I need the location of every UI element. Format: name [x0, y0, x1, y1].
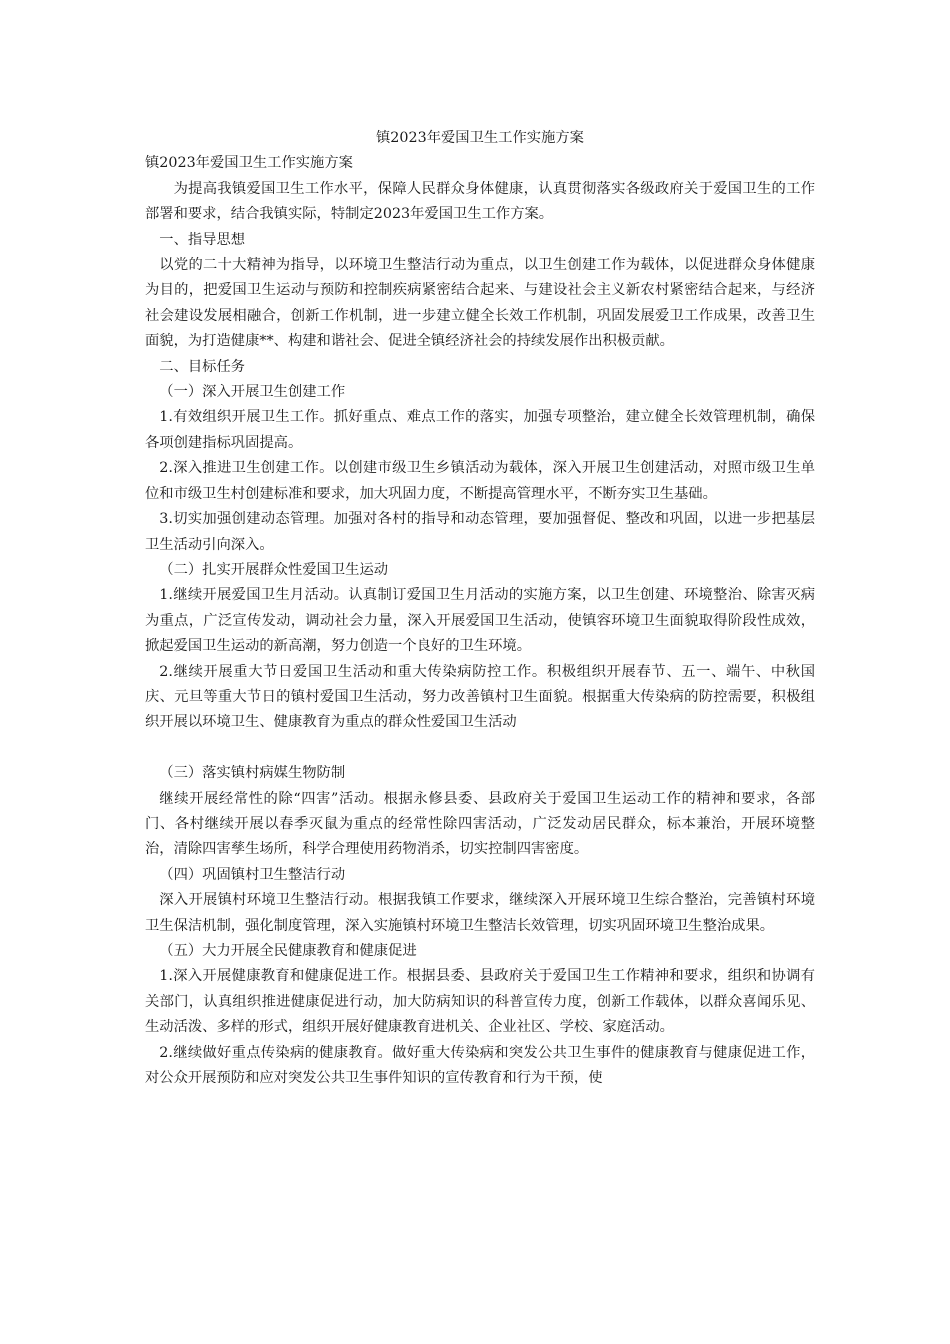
- section2-heading: 二、目标任务: [159, 358, 246, 375]
- section1-body: 以党的二十大精神为指导，以环境卫生整洁行动为重点，以卫生创建工作为载体，以促进群众身体健康为目的，把爱国卫生运动与预防和控制疾病紧密结合起来、与建设社会主义新农村紧密结合起来，与经济社会建设发展相融合，创新工作机制，进一步建立健全长效工作机制，巩固发展爱卫工作成果，改善卫生面貌，为打造健康**、构建和谐社会、促进全镇经济社会的持续发展作出积极贡献。: [145, 257, 815, 350]
- section1-heading: 一、指导思想: [159, 231, 246, 248]
- sub5-heading: （五）大力开展全民健康教育和健康促进: [159, 942, 417, 959]
- document-subtitle: 镇2023年爱国卫生工作实施方案: [145, 155, 353, 172]
- sub2-item2: 2.继续开展重大节日爱国卫生活动和重大传染病防控工作。积极组织开展春节、五一、端午、中秋国庆、元旦等重大节日的镇村爱国卫生活动，努力改善镇村卫生面貌。根据重大传染病的防控需要，积极组织开展以环境卫生、健康教育为重点的群众性爱国卫生活动: [145, 663, 815, 731]
- document-page: [145, 126, 815, 1091]
- sub5-item2: 2.继续做好重点传染病的健康教育。做好重大传染病和突发公共卫生事件的健康教育与健康促进工作，对公众开展预防和应对突发公共卫生事件知识的宣传教育和行为干预，使: [145, 1044, 815, 1087]
- sub2-heading: （二）扎实开展群众性爱国卫生运动: [159, 561, 389, 578]
- blank-line: [145, 736, 815, 761]
- sub1-item3: 3.切实加强创建动态管理。加强对各村的指导和动态管理，要加强督促、整改和巩固，以进一步把基层卫生活动引向深入。: [145, 511, 815, 553]
- sub4-body: 深入开展镇村环境卫生整洁行动。根据我镇工作要求，继续深入开展环境卫生综合整治，完善镇村环境卫生保洁机制，强化制度管理，深入实施镇村环境卫生整洁长效管理，切实巩固环境卫生整治成果。: [145, 892, 815, 934]
- sub2-item1: 1.继续开展爱国卫生月活动。认真制订爱国卫生月活动的实施方案，以卫生创建、环境整治、除害灭病为重点，广泛宣传发动，调动社会力量，深入开展爱国卫生活动，使镇容环境卫生面貌取得阶段性成效，掀起爱国卫生运动的新高潮，努力创造一个良好的卫生环境。: [145, 587, 815, 655]
- sub5-item1: 1.深入开展健康教育和健康促进工作。根据县委、县政府关于爱国卫生工作精神和要求，组织和协调有关部门，认真组织推进健康促进行动，加大防病知识的科普宣传力度，创新工作载体，以群众喜闻乐见、生动活泼、多样的形式，组织开展好健康教育进机关、企业社区、学校、家庭活动。: [145, 968, 815, 1036]
- sub1-item2: 2.深入推进卫生创建工作。以创建市级卫生乡镇活动为载体，深入开展卫生创建活动，对照市级卫生单位和市级卫生村创建标准和要求，加大巩固力度，不断提高管理水平，不断夯实卫生基础。: [145, 460, 815, 502]
- sub1-heading: （一）深入开展卫生创建工作: [159, 384, 346, 401]
- sub3-heading: （三）落实镇村病媒生物防制: [159, 765, 346, 782]
- sub4-heading: （四）巩固镇村卫生整洁行动: [159, 866, 346, 883]
- intro-paragraph: 为提高我镇爱国卫生工作水平，保障人民群众身体健康，认真贯彻落实各级政府关于爱国卫生的工作部署和要求，结合我镇实际，特制定2023年爱国卫生工作方案。: [145, 180, 815, 223]
- document-title: 镇2023年爱国卫生工作实施方案: [376, 130, 584, 146]
- sub3-body: 继续开展经常性的除“四害”活动。根据永修县委、县政府关于爱国卫生运动工作的精神和要求，各部门、各村继续开展以春季灭鼠为重点的经常性除四害活动，广泛发动居民群众，标本兼治，开展环境整治，清除四害孳生场所，科学合理使用药物消杀，切实控制四害密度。: [145, 790, 815, 858]
- sub1-item1: 1.有效组织开展卫生工作。抓好重点、难点工作的落实，加强专项整治，建立健全长效管理机制，确保各项创建指标巩固提高。: [145, 409, 815, 451]
